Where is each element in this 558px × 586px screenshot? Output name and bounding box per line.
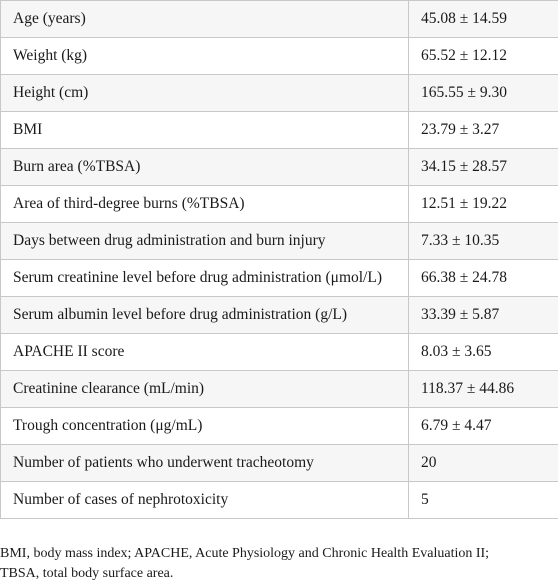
table-row [1,260,558,297]
table-body [1,1,558,519]
row-label: Creatinine clearance (mL/min) [1,371,409,408]
row-label: Height (cm) [1,75,409,112]
row-label: Trough concentration (μg/mL) [1,408,409,445]
row-value: 65.52 ± 12.12 [409,38,558,75]
table-row [1,112,558,149]
footnote-line: TBSA, total body surface area. [0,566,174,581]
row-value: 66.38 ± 24.78 [409,260,558,297]
row-label: APACHE II score [1,334,409,371]
table-row [1,482,558,519]
table-row [1,1,558,38]
table-row [1,297,558,334]
row-label: Number of patients who underwent tracheotomy [1,445,409,482]
row-value: 33.39 ± 5.87 [409,297,558,334]
row-value: 118.37 ± 44.86 [409,371,558,408]
table-row [1,445,558,482]
row-label: Number of cases of nephrotoxicity [1,482,409,519]
row-label: Burn area (%TBSA) [1,149,409,186]
row-value: 5 [409,482,558,519]
row-label: Age (years) [1,1,409,38]
row-label: Days between drug administration and burn injury [1,223,409,260]
row-value: 34.15 ± 28.57 [409,149,558,186]
row-value: 12.51 ± 19.22 [409,186,558,223]
row-value: 23.79 ± 3.27 [409,112,558,149]
row-value: 7.33 ± 10.35 [409,223,558,260]
table-row [1,149,558,186]
table-row [1,186,558,223]
row-value: 20 [409,445,558,482]
table-row [1,408,558,445]
row-label: Serum albumin level before drug administration (g/L) [1,297,409,334]
row-label: Serum creatinine level before drug administration (μmol/L) [1,260,409,297]
row-value: 8.03 ± 3.65 [409,334,558,371]
row-label: Weight (kg) [1,38,409,75]
footnote-line: BMI, body mass index; APACHE, Acute Physiology and Chronic Health Evaluation II; [0,546,490,561]
table-row [1,371,558,408]
row-value: 45.08 ± 14.59 [409,1,558,38]
row-value: 6.79 ± 4.47 [409,408,558,445]
table-row [1,334,558,371]
table-row [1,38,558,75]
table-row [1,75,558,112]
row-label: BMI [1,112,409,149]
row-value: 165.55 ± 9.30 [409,75,558,112]
table-footnote [0,544,558,584]
row-label: Area of third-degree burns (%TBSA) [1,186,409,223]
table-row [1,223,558,260]
